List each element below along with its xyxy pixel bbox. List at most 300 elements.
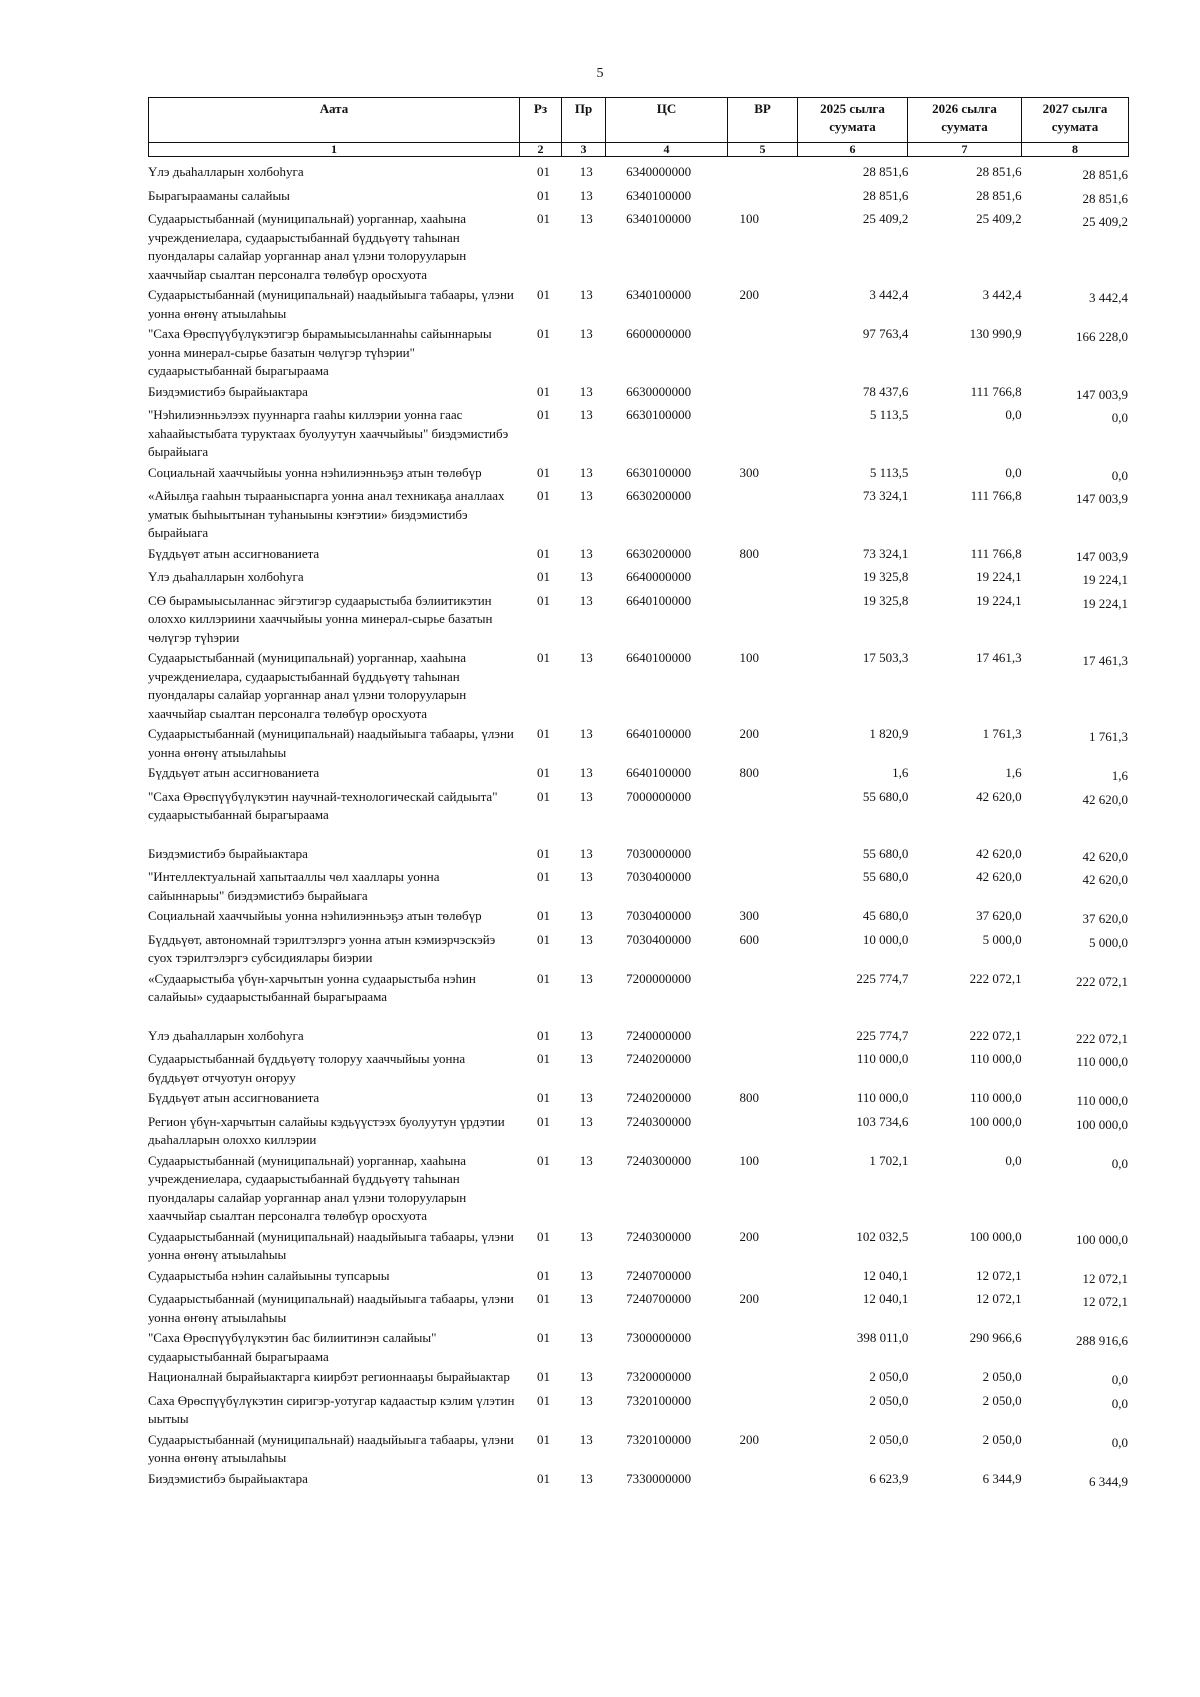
row-value-2025: 28 851,6 [862, 164, 909, 179]
row-value-2025: 10 000,0 [862, 931, 909, 947]
row-name: Үлэ дьаһалларын холбоһуга [148, 164, 304, 179]
row-vr [729, 383, 799, 405]
row-value-2027: 19 224,1 [1082, 572, 1128, 587]
row-rz: 01 [537, 1392, 551, 1408]
header-vr: ВР [728, 98, 798, 143]
header-rz: Рз [520, 98, 562, 143]
row-pr: 13 [579, 1051, 593, 1066]
row-name: Биэдэмистибэ бырайыактара [148, 845, 308, 861]
row-value-2025: 25 409,2 [862, 211, 909, 226]
row-name: Бүддьүөт атын ассигнованиета [148, 1090, 320, 1105]
row-value-2025: 110 000,0 [856, 1051, 909, 1066]
row-pr: 13 [579, 650, 593, 665]
row-pr: 13 [579, 1113, 593, 1129]
row-cs: 6340100000 [626, 287, 692, 302]
table-row [148, 1113, 1128, 1152]
row-rz: 01 [537, 1369, 551, 1384]
table-row [148, 286, 1128, 325]
row-value-2026: 130 990,9 [969, 326, 1022, 341]
table-row [148, 187, 1128, 211]
row-rz: 01 [537, 1152, 551, 1168]
row-value-2026: 100 000,0 [969, 1228, 1022, 1244]
row-value-2026: 110 000,0 [970, 1051, 1022, 1066]
table-row [148, 907, 1128, 931]
row-vr [729, 845, 799, 867]
row-vr [729, 788, 799, 825]
row-cs: 7200000000 [626, 970, 692, 986]
row-value-2025: 55 680,0 [862, 869, 909, 884]
row-pr: 13 [579, 1090, 593, 1105]
table-row [148, 325, 1128, 383]
row-name: Судаарыстыбаннай (муниципальнай) наадыйыыга табаары, үлэни уонна өҥөнү атыылаһыы [148, 1228, 514, 1262]
row-value-2026: 2 050,0 [982, 1392, 1022, 1408]
row-vr: 100 [739, 211, 759, 226]
row-value-2025: 5 113,5 [869, 407, 909, 422]
row-value-2026: 111 766,8 [970, 383, 1022, 399]
row-value-2026: 3 442,4 [982, 287, 1022, 302]
row-cs: 6630100000 [626, 464, 692, 480]
row-vr [729, 487, 799, 543]
row-rz: 01 [537, 407, 551, 422]
row-cs: 7030400000 [626, 908, 692, 923]
row-pr: 13 [579, 1152, 593, 1168]
row-rz: 01 [537, 788, 551, 804]
row-value-2027: 222 072,1 [1076, 1030, 1128, 1046]
table-row [148, 1329, 1128, 1368]
row-value-2025: 1 820,9 [869, 726, 909, 741]
row-value-2027: 0,0 [1111, 467, 1128, 483]
row-value-2025: 19 325,8 [862, 569, 909, 584]
row-value-2027: 100 000,0 [1076, 1116, 1128, 1132]
row-vr: 200 [739, 726, 759, 741]
table-row [148, 1050, 1128, 1089]
row-pr: 13 [579, 908, 593, 923]
row-value-2027: 1,6 [1111, 768, 1128, 783]
row-vr: 200 [739, 1291, 759, 1306]
row-pr: 13 [579, 187, 593, 203]
row-name: Судаарыстыбаннай бүддьүөтү толоруу хааччыйыы уонна бүддьүөт отчуотун оҥоруу [148, 1051, 466, 1085]
row-value-2025: 225 774,7 [856, 1027, 909, 1043]
header-2027: 2027 сылга суумата [1022, 98, 1129, 143]
row-cs: 6630000000 [626, 383, 692, 399]
row-pr: 13 [579, 488, 593, 503]
row-name: Судаарыстыбаннай (муниципальнай) уорганнар, хааһына учреждениелара, судаарыстыбаннай бүддьүөтү таһынан пуондалары салайар уорганнар анал үлэни толорууларын хааччыйар сыалтан персоналга төлөбүр оросхуота [148, 650, 467, 721]
table-row [148, 1368, 1128, 1392]
row-value-2027: 3 442,4 [1089, 290, 1128, 305]
row-cs: 6630200000 [626, 545, 692, 561]
row-vr [729, 325, 799, 381]
row-pr: 13 [579, 287, 593, 302]
row-vr [729, 970, 799, 1007]
row-cs: 6340100000 [626, 211, 692, 226]
table-row [148, 725, 1128, 764]
row-pr: 13 [579, 869, 593, 884]
row-rz: 01 [537, 726, 551, 741]
row-value-2027: 37 620,0 [1082, 911, 1128, 926]
row-rz: 01 [537, 845, 551, 861]
row-cs: 7240700000 [626, 1267, 692, 1283]
row-rz: 01 [537, 1051, 551, 1066]
row-value-2026: 12 072,1 [976, 1267, 1022, 1283]
col-number: 8 [1022, 143, 1129, 157]
row-name: Судаарыстыбаннай (муниципальнай) наадыйыыга табаары, үлэни уонна өҥөнү атыылаһыы [148, 726, 514, 760]
table-row [148, 868, 1128, 907]
row-value-2026: 6 344,9 [982, 1470, 1022, 1486]
row-name: Судаарыстыбаннай (муниципальнай) уорганнар, хааһына учреждениелара, судаарыстыбаннай бүддьүөтү таһынан пуондалары салайар уорганнар анал үлэни толорууларын хааччыйар сыалтан персоналга төлөбүр оросхуота [148, 1152, 467, 1223]
row-vr [729, 187, 799, 209]
table-row [148, 1392, 1128, 1431]
row-pr: 13 [579, 1027, 593, 1043]
row-name: СӨ бырамыысыланнас эйгэтигэр судаарыстыба бэлиитикэтин олоххо киллэриини хааччыйыы уонна минерал-сырье базатын чөлүгэр түһэрии [148, 592, 493, 645]
row-name: Саха Өрөспүүбүлүкэтин сиригэр-уотугар кадаастыр кэлим үлэтин ыытыы [148, 1392, 515, 1426]
row-value-2027: 17 461,3 [1082, 653, 1128, 668]
row-cs: 6640100000 [626, 726, 692, 741]
row-value-2027: 42 620,0 [1082, 872, 1128, 887]
row-value-2025: 110 000,0 [856, 1090, 909, 1105]
row-rz: 01 [537, 1267, 551, 1283]
row-vr [729, 868, 799, 905]
row-value-2026: 19 224,1 [976, 569, 1022, 584]
row-name: Судаарыстыбаннай (муниципальнай) наадыйыыга табаары, үлэни уонна өҥөнү атыылаһыы [148, 1291, 514, 1325]
row-rz: 01 [537, 1470, 551, 1486]
row-value-2027: 19 224,1 [1082, 595, 1128, 611]
row-pr: 13 [579, 211, 593, 226]
row-rz: 01 [537, 1431, 551, 1447]
row-vr [729, 406, 799, 462]
row-name: Социальнай хааччыйыы уонна нэһилиэнньэҕэ атын төлөбүр [148, 464, 482, 480]
row-pr: 13 [579, 788, 593, 804]
row-value-2026: 0,0 [1005, 464, 1022, 480]
row-name: Бүддьүөт атын ассигнованиета [148, 765, 320, 780]
row-value-2026: 110 000,0 [970, 1090, 1022, 1105]
row-pr: 13 [579, 845, 593, 861]
table-row [148, 970, 1128, 1027]
table-row [148, 1267, 1128, 1291]
row-value-2025: 73 324,1 [862, 488, 909, 503]
row-vr [729, 1050, 799, 1087]
row-value-2025: 225 774,7 [856, 970, 909, 986]
table-row [148, 1470, 1128, 1494]
row-value-2026: 28 851,6 [976, 187, 1022, 203]
row-value-2027: 6 344,9 [1089, 1473, 1128, 1489]
row-rz: 01 [537, 1330, 551, 1345]
row-value-2026: 25 409,2 [976, 211, 1022, 226]
row-value-2027: 147 003,9 [1076, 386, 1128, 402]
row-name: "Саха Өрөспүүбүлүкэтин бас билиитинэн салайыы" судаарыстыбаннай бырагыраама [148, 1330, 437, 1364]
row-rz: 01 [537, 488, 551, 503]
table-row [148, 1027, 1128, 1051]
row-value-2027: 0,0 [1111, 1434, 1128, 1450]
row-name: Социальнай хааччыйыы уонна нэһилиэнньэҕэ атын төлөбүр [148, 908, 482, 923]
row-pr: 13 [579, 569, 593, 584]
table-row [148, 931, 1128, 970]
row-value-2027: 166 228,0 [1076, 329, 1128, 344]
row-vr [729, 592, 799, 648]
row-value-2025: 3 442,4 [869, 287, 909, 302]
col-number: 7 [908, 143, 1022, 157]
row-value-2026: 28 851,6 [976, 164, 1022, 179]
row-pr: 13 [579, 1431, 593, 1447]
row-value-2027: 100 000,0 [1076, 1231, 1128, 1247]
row-pr: 13 [579, 592, 593, 608]
row-pr: 13 [579, 1291, 593, 1306]
table-row [148, 568, 1128, 592]
row-cs: 6340100000 [626, 187, 692, 203]
row-value-2025: 55 680,0 [862, 845, 909, 861]
table-row [148, 545, 1128, 569]
col-number: 3 [562, 143, 606, 157]
row-cs: 7000000000 [626, 788, 692, 804]
row-name: «Судаарыстыба үбүн-харчытын уонна судаарыстыба нэһин салайыы» судаарыстыбаннай бырагыраама [148, 970, 476, 1004]
row-vr [729, 1368, 799, 1390]
row-cs: 7240700000 [626, 1291, 692, 1306]
row-pr: 13 [579, 1369, 593, 1384]
row-value-2025: 1,6 [892, 765, 909, 780]
row-rz: 01 [537, 908, 551, 923]
table-row [148, 464, 1128, 488]
row-value-2027: 0,0 [1111, 1395, 1128, 1411]
row-cs: 7240300000 [626, 1113, 692, 1129]
row-value-2027: 12 072,1 [1082, 1294, 1128, 1309]
row-rz: 01 [537, 211, 551, 226]
row-value-2025: 97 763,4 [862, 326, 909, 341]
row-pr: 13 [579, 1392, 593, 1408]
row-vr: 200 [739, 1228, 759, 1244]
row-cs: 6340000000 [626, 164, 692, 179]
row-rz: 01 [537, 1027, 551, 1043]
row-value-2025: 19 325,8 [862, 592, 909, 608]
row-value-2025: 73 324,1 [862, 545, 909, 561]
row-value-2026: 42 620,0 [976, 788, 1022, 804]
row-name: Регион үбүн-харчытын салайыы кэдьүүстээх буолуутун үрдэтии дьаһалларын олоххо киллэрии [148, 1113, 505, 1147]
col-number: 2 [520, 143, 562, 157]
col-number: 4 [606, 143, 728, 157]
row-rz: 01 [537, 545, 551, 561]
row-cs: 7300000000 [626, 1330, 692, 1345]
row-value-2027: 110 000,0 [1076, 1054, 1128, 1069]
row-pr: 13 [579, 1267, 593, 1283]
row-name: Биэдэмистибэ бырайыактара [148, 1470, 308, 1486]
header-cs: ЦС [606, 98, 728, 143]
row-vr [729, 1329, 799, 1366]
row-cs: 7240300000 [626, 1152, 692, 1168]
table-row [148, 764, 1128, 788]
row-rz: 01 [537, 164, 551, 179]
row-pr: 13 [579, 164, 593, 179]
row-value-2026: 42 620,0 [976, 845, 1022, 861]
row-rz: 01 [537, 592, 551, 608]
row-value-2025: 12 040,1 [862, 1267, 909, 1283]
header-pr: Пр [562, 98, 606, 143]
row-value-2027: 28 851,6 [1082, 167, 1128, 182]
row-value-2026: 12 072,1 [976, 1291, 1022, 1306]
row-cs: 7240000000 [626, 1027, 692, 1043]
header-name: Аата [149, 98, 520, 143]
row-vr: 100 [739, 650, 759, 665]
row-vr: 200 [739, 287, 759, 302]
row-value-2027: 42 620,0 [1082, 848, 1128, 864]
row-cs: 7320100000 [626, 1431, 692, 1447]
row-vr [729, 1392, 799, 1429]
row-cs: 7330000000 [626, 1470, 692, 1486]
row-vr [729, 163, 799, 185]
row-value-2025: 2 050,0 [869, 1431, 909, 1447]
row-vr [729, 1113, 799, 1150]
table-row [148, 487, 1128, 545]
row-pr: 13 [579, 1228, 593, 1244]
table-row [148, 649, 1128, 725]
row-value-2026: 2 050,0 [982, 1369, 1022, 1384]
row-name: Бүддьүөт атын ассигнованиета [148, 545, 320, 561]
row-name: Судаарыстыба нэһин салайыыны тупсарыы [148, 1267, 390, 1283]
col-number: 1 [149, 143, 520, 157]
row-pr: 13 [579, 407, 593, 422]
row-rz: 01 [537, 326, 551, 341]
row-value-2025: 102 032,5 [856, 1228, 909, 1244]
row-value-2025: 78 437,6 [862, 383, 909, 399]
row-value-2025: 28 851,6 [862, 187, 909, 203]
row-pr: 13 [579, 326, 593, 341]
budget-table-header [148, 97, 1129, 157]
row-cs: 6640100000 [626, 765, 692, 780]
row-name: "Саха Өрөспүүбүлүкэтин научнай-технологическай сайдыыта" судаарыстыбаннай бырагыраама [148, 788, 498, 822]
header-2026: 2026 сылга суумата [908, 98, 1022, 143]
row-value-2026: 1,6 [1005, 765, 1022, 780]
row-name: Үлэ дьаһалларын холбоһуга [148, 569, 304, 584]
row-value-2026: 290 966,6 [969, 1330, 1022, 1345]
row-value-2026: 5 000,0 [982, 931, 1022, 947]
row-vr [729, 568, 799, 590]
header-2025: 2025 сылга суумата [798, 98, 908, 143]
row-value-2026: 0,0 [1005, 407, 1022, 422]
row-cs: 6640100000 [626, 592, 692, 608]
row-rz: 01 [537, 383, 551, 399]
row-value-2025: 45 680,0 [862, 908, 909, 923]
table-row [148, 1228, 1128, 1267]
row-vr: 800 [739, 765, 759, 780]
row-pr: 13 [579, 765, 593, 780]
row-value-2025: 398 011,0 [856, 1330, 909, 1345]
row-value-2026: 37 620,0 [976, 908, 1022, 923]
row-cs: 7030400000 [626, 931, 692, 947]
row-vr: 800 [739, 545, 759, 561]
row-vr [729, 1267, 799, 1289]
row-value-2026: 42 620,0 [976, 869, 1022, 884]
row-value-2027: 0,0 [1111, 1372, 1128, 1387]
row-vr: 200 [739, 1431, 759, 1447]
row-rz: 01 [537, 1090, 551, 1105]
table-row [148, 845, 1128, 869]
table-row [148, 383, 1128, 407]
table-row [148, 1431, 1128, 1470]
page-number: 5 [596, 66, 604, 81]
row-value-2027: 25 409,2 [1082, 214, 1128, 229]
row-cs: 6630100000 [626, 407, 692, 422]
row-pr: 13 [579, 383, 593, 399]
row-name: Биэдэмистибэ бырайыактара [148, 383, 308, 399]
row-value-2025: 17 503,3 [862, 650, 909, 665]
row-vr [729, 1027, 799, 1049]
row-value-2027: 288 916,6 [1076, 1333, 1128, 1348]
row-vr: 800 [739, 1090, 759, 1105]
row-value-2026: 1 761,3 [982, 726, 1022, 741]
row-value-2027: 110 000,0 [1076, 1093, 1128, 1108]
table-row [148, 788, 1128, 845]
row-name: Судаарыстыбаннай (муниципальнай) наадыйыыга табаары, үлэни уонна өҥөнү атыылаһыы [148, 287, 514, 321]
row-rz: 01 [537, 970, 551, 986]
row-value-2027: 42 620,0 [1082, 791, 1128, 807]
row-name: «Айылҕа гааһын тырааныспарга уонна анал техникаҕа аналлаах уматык быһыытынан туһаныыны кэҥэтии» биэдэмистибэ бырайыага [148, 488, 505, 540]
row-pr: 13 [579, 464, 593, 480]
row-rz: 01 [537, 569, 551, 584]
table-row [148, 1089, 1128, 1113]
row-value-2026: 0,0 [1005, 1152, 1022, 1168]
row-cs: 6640100000 [626, 650, 692, 665]
row-name: Судаарыстыбаннай (муниципальнай) уорганнар, хааһына учреждениелара, судаарыстыбаннай бүддьүөтү таһынан пуондалары салайар уорганнар анал үлэни толорууларын хааччыйар сыалтан персоналга төлөбүр оросхуота [148, 211, 467, 282]
row-value-2026: 19 224,1 [976, 592, 1022, 608]
row-value-2025: 2 050,0 [869, 1392, 909, 1408]
table-row [148, 406, 1128, 464]
row-value-2026: 17 461,3 [976, 650, 1022, 665]
row-value-2027: 222 072,1 [1076, 973, 1128, 989]
table-row [148, 210, 1128, 286]
row-value-2026: 100 000,0 [969, 1113, 1022, 1129]
row-vr: 100 [739, 1152, 759, 1168]
budget-table-body [148, 163, 1128, 1493]
col-number: 5 [728, 143, 798, 157]
row-name: Бүддьүөт, автономнай тэрилтэлэргэ уонна атын кэмиэрчэскэйэ суох тэрилтэлэргэ субсидиялары биэрии [148, 931, 496, 965]
row-name: Националнай бырайыактарга киирбэт регионнааҕы бырайыактар [148, 1369, 510, 1384]
row-name: "Интеллектуальнай хапытааллы чөл хааллары уонна сайыннарыы" биэдэмистибэ бырайыага [148, 869, 440, 903]
row-rz: 01 [537, 1113, 551, 1129]
row-rz: 01 [537, 1228, 551, 1244]
row-pr: 13 [579, 726, 593, 741]
col-number: 6 [798, 143, 908, 157]
row-value-2027: 0,0 [1111, 410, 1128, 425]
row-value-2027: 12 072,1 [1082, 1270, 1128, 1286]
row-value-2025: 1 702,1 [869, 1152, 909, 1168]
row-value-2027: 1 761,3 [1089, 729, 1128, 744]
row-value-2027: 0,0 [1111, 1155, 1128, 1171]
row-rz: 01 [537, 931, 551, 947]
row-value-2025: 5 113,5 [869, 464, 909, 480]
row-value-2026: 2 050,0 [982, 1431, 1022, 1447]
row-rz: 01 [537, 1291, 551, 1306]
row-vr [729, 1470, 799, 1492]
row-pr: 13 [579, 545, 593, 561]
row-pr: 13 [579, 1470, 593, 1486]
row-cs: 6640000000 [626, 569, 692, 584]
row-value-2025: 6 623,9 [869, 1470, 909, 1486]
row-name: "Саха Өрөспүүбүлүкэтигэр бырамыысыланнаһы сайыннарыы уонна минерал-сырье базатын чөлүгэр түһэрии" судаарыстыбаннай бырагыраама [148, 326, 492, 378]
row-rz: 01 [537, 869, 551, 884]
row-rz: 01 [537, 287, 551, 302]
row-rz: 01 [537, 187, 551, 203]
row-vr: 300 [739, 464, 759, 480]
row-cs: 6630200000 [626, 488, 692, 503]
row-cs: 7240300000 [626, 1228, 692, 1244]
row-cs: 7320000000 [626, 1369, 692, 1384]
row-pr: 13 [579, 1330, 593, 1345]
row-vr: 600 [739, 931, 759, 947]
row-value-2025: 103 734,6 [856, 1113, 909, 1129]
row-name: Үлэ дьаһалларын холбоһуга [148, 1027, 304, 1043]
row-rz: 01 [537, 650, 551, 665]
row-value-2025: 55 680,0 [862, 788, 909, 804]
row-name: Бырагырааманы салайыы [148, 187, 290, 203]
table-row [148, 592, 1128, 650]
row-value-2026: 222 072,1 [969, 1027, 1022, 1043]
